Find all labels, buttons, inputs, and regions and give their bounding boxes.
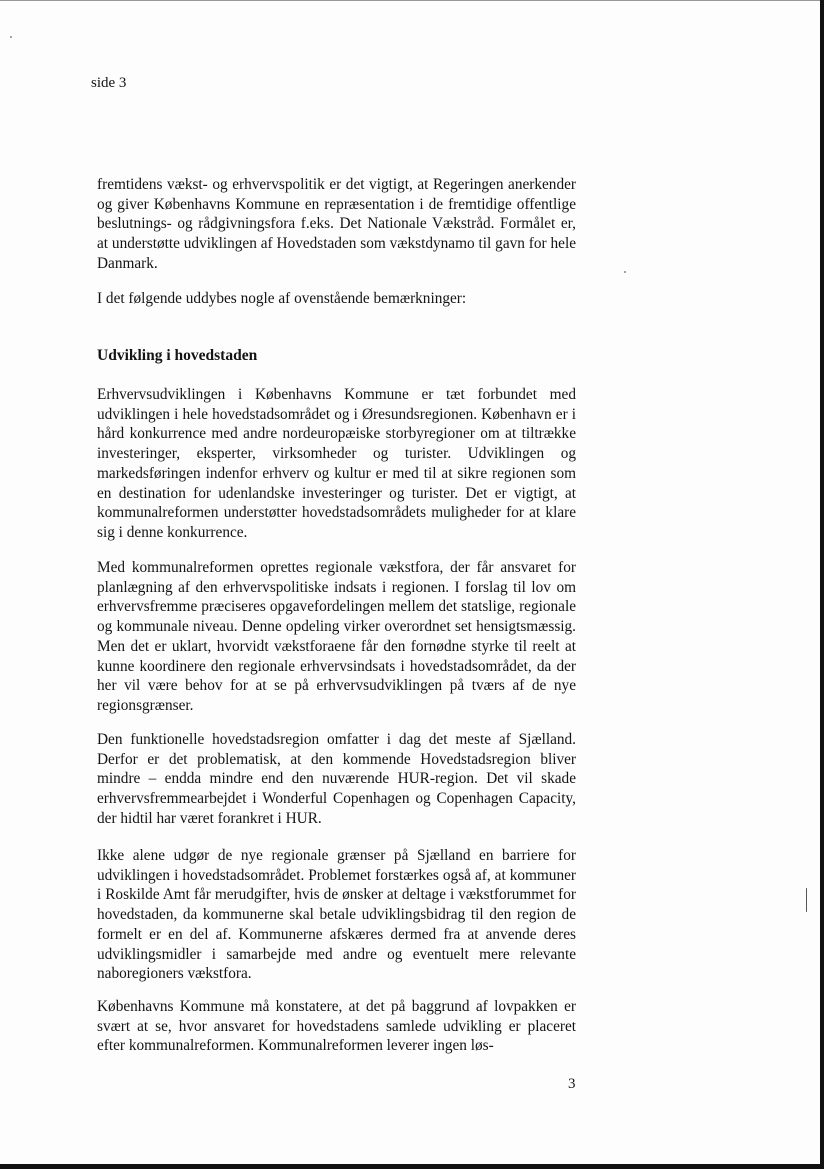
paragraph-intro: fremtidens vækst- og erhvervspolitik er det vigtigt, at Regeringen anerkender og giver Københavns Kommune en repræsentation i de fremtidige offentlige beslutnings- og rådgivningsfora f.eks. Det Nationale Vækstråd. Formålet er, at understøtte udviklingen af Hovedstaden som vækstdynamo til gavn for hele Danmark. [97, 176, 576, 272]
scan-edge-right [820, 0, 824, 1169]
scan-speck [10, 36, 12, 38]
paragraph-regional-borders: Ikke alene udgør de nye regionale grænser på Sjælland en barriere for udviklingen i hovedstadsområdet. Problemet forstærkes også af, at kommuner i Roskilde Amt får merudgifter, hvis de ønsker at deltage i vækstforummet for hovedstaden, da kommunerne skal betale udviklingsbidrag til den region de formelt er en del af. Kommunerne afskæres dermed fra at anvende deres udviklingsmidler i samarbejde med andre og eventuelt mere relevante naboregioners vækstfora. [97, 847, 576, 983]
section-heading: Udvikling i hovedstaden [97, 347, 258, 364]
paragraph-lead: I det følgende uddybes nogle af ovenstående bemærkninger: [97, 290, 467, 307]
paragraph-growth-forums: Med kommunalreformen oprettes regionale vækstfora, der får ansvaret for planlægning af den erhvervspolitiske indsats i regionen. I forslag til lov om erhvervsfremme præciseres opgavefordelingen mellem det statslige, regionale og kommunale niveau. Denne opdeling virker overordnet set hensigtsmæssig. Men det er uklart, hvorvidt vækstforaene får den fornødne styrke til reelt at kunne koordinere den regionale erhvervsindsats i hovedstadsområdet, da der her vil være behov for at se på erhvervsudviklingen på tværs af de nye regionsgrænser. [97, 559, 576, 714]
page-number: 3 [568, 1076, 576, 1092]
scan-mark [806, 888, 807, 912]
paragraph-responsibility: Københavns Kommune må konstatere, at det på baggrund af lovpakken er svært at se, hvor ansvaret for hovedstadens samlede udvikling er placeret efter kommunalreformen. Kommunalreformen leverer ingen løs- [97, 998, 576, 1055]
scan-edge-bottom [0, 1164, 824, 1169]
paragraph-capital-region: Den funktionelle hovedstadsregion omfatter i dag det meste af Sjælland. Derfor er det problematisk, at den kommende Hovedstadsregion bliver mindre – endda mindre end den nuværende HUR-region. Det vil skade erhvervsfremmearbejdet i Wonderful Copenhagen og Copenhagen Capacity, der hidtil har været forankret i HUR. [97, 731, 576, 827]
paragraph-competition: Erhvervsudviklingen i Københavns Kommune er tæt forbundet med udviklingen i hele hovedstadsområdet og i Øresundsregionen. København er i hård konkurrence med andre nordeuropæiske storbyregioner om at tiltrække investeringer, eksperter, virksomheder og turister. Udviklingen og markedsføringen indenfor erhverv og kultur er med til at sikre regionen som en destination for udenlandske investeringer og turister. Det er vigtigt, at kommunalreformen understøtter hovedstadsområdets muligheder for at klare sig i denne konkurrence. [97, 386, 576, 541]
page-header: side 3 [91, 75, 127, 91]
scan-speck [624, 271, 626, 273]
scan-edge-top [0, 0, 824, 1]
